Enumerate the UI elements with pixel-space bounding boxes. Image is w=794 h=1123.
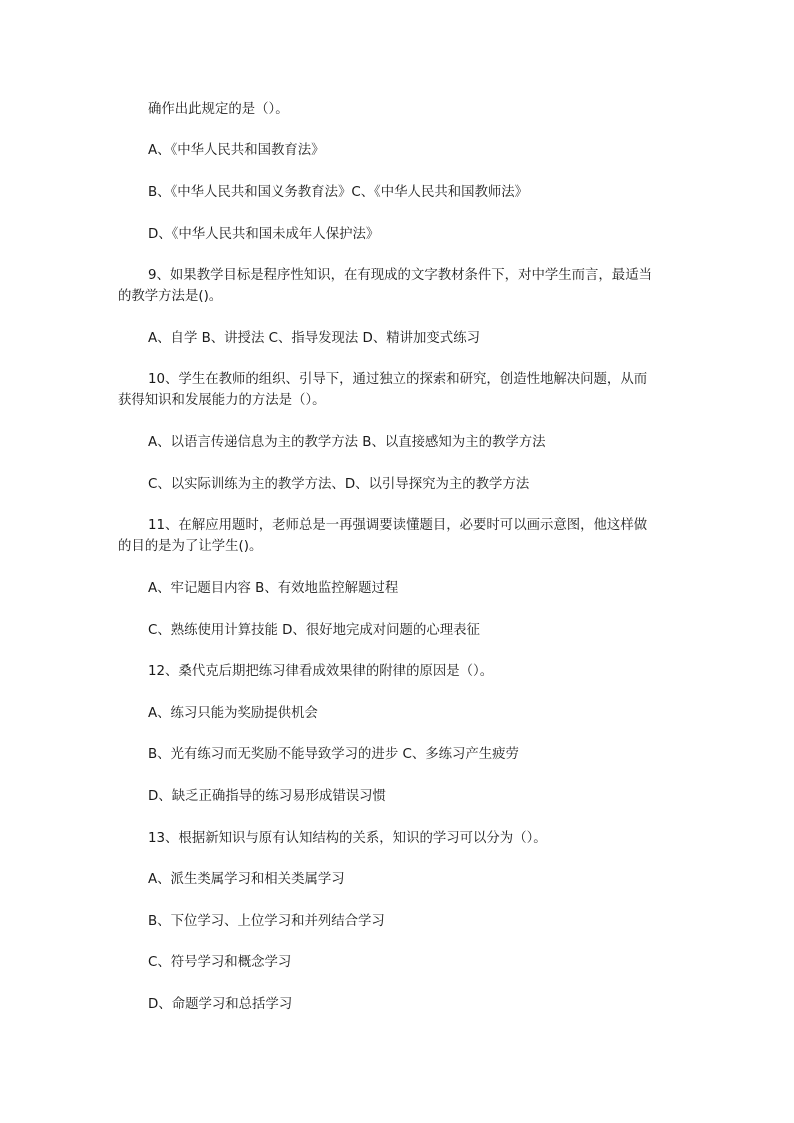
question-9-line-2: 的教学方法是()。 <box>118 289 223 304</box>
question-10-options-c-d: C、以实际训练为主的教学方法、D、以引导探究为主的教学方法 <box>148 477 530 492</box>
option-b-c: B、《中华人民共和国义务教育法》C、《中华人民共和国教师法》 <box>148 185 529 200</box>
question-13: 13、根据新知识与原有认知结构的关系，知识的学习可以分为（）。 <box>148 831 547 846</box>
question-12-option-b-c: B、光有练习而无奖励不能导致学习的进步 C、多练习产生疲劳 <box>148 747 519 762</box>
option-a: A、《中华人民共和国教育法》 <box>148 143 325 158</box>
question-11-options-c-d: C、熟练使用计算技能 D、很好地完成对问题的心理表征 <box>148 623 480 638</box>
question-13-option-b: B、下位学习、上位学习和并列结合学习 <box>148 914 385 929</box>
question-9-options: A、自学 B、讲授法 C、指导发现法 D、精讲加变式练习 <box>148 331 480 346</box>
question-11-line-1: 11、在解应用题时，老师总是一再强调要读懂题目，必要时可以画示意图，他这样做 <box>148 518 648 533</box>
question-11-line-2: 的目的是为了让学生()。 <box>118 539 263 554</box>
question-10-line-2: 获得知识和发展能力的方法是（）。 <box>118 393 326 408</box>
question-stem-continuation: 确作出此规定的是（）。 <box>148 102 289 117</box>
question-13-option-d: D、命题学习和总括学习 <box>148 997 293 1012</box>
option-d: D、《中华人民共和国未成年人保护法》 <box>148 227 380 242</box>
question-12: 12、桑代克后期把练习律看成效果律的附律的原因是（）。 <box>148 664 494 679</box>
question-10-line-1: 10、学生在教师的组织、引导下，通过独立的探索和研究，创造性地解决问题，从而 <box>148 372 648 387</box>
question-12-option-a: A、练习只能为奖励提供机会 <box>148 706 318 721</box>
question-10-options-a-b: A、以语言传递信息为主的教学方法 B、以直接感知为主的教学方法 <box>148 435 546 450</box>
question-13-option-a: A、派生类属学习和相关类属学习 <box>148 872 345 887</box>
question-13-option-c: C、符号学习和概念学习 <box>148 955 292 970</box>
question-12-option-d: D、缺乏正确指导的练习易形成错误习惯 <box>148 789 386 804</box>
question-11-options-a-b: A、牢记题目内容 B、有效地监控解题过程 <box>148 581 399 596</box>
question-9-line-1: 9、如果教学目标是程序性知识，在有现成的文字教材条件下，对中学生而言，最适当 <box>148 268 652 283</box>
